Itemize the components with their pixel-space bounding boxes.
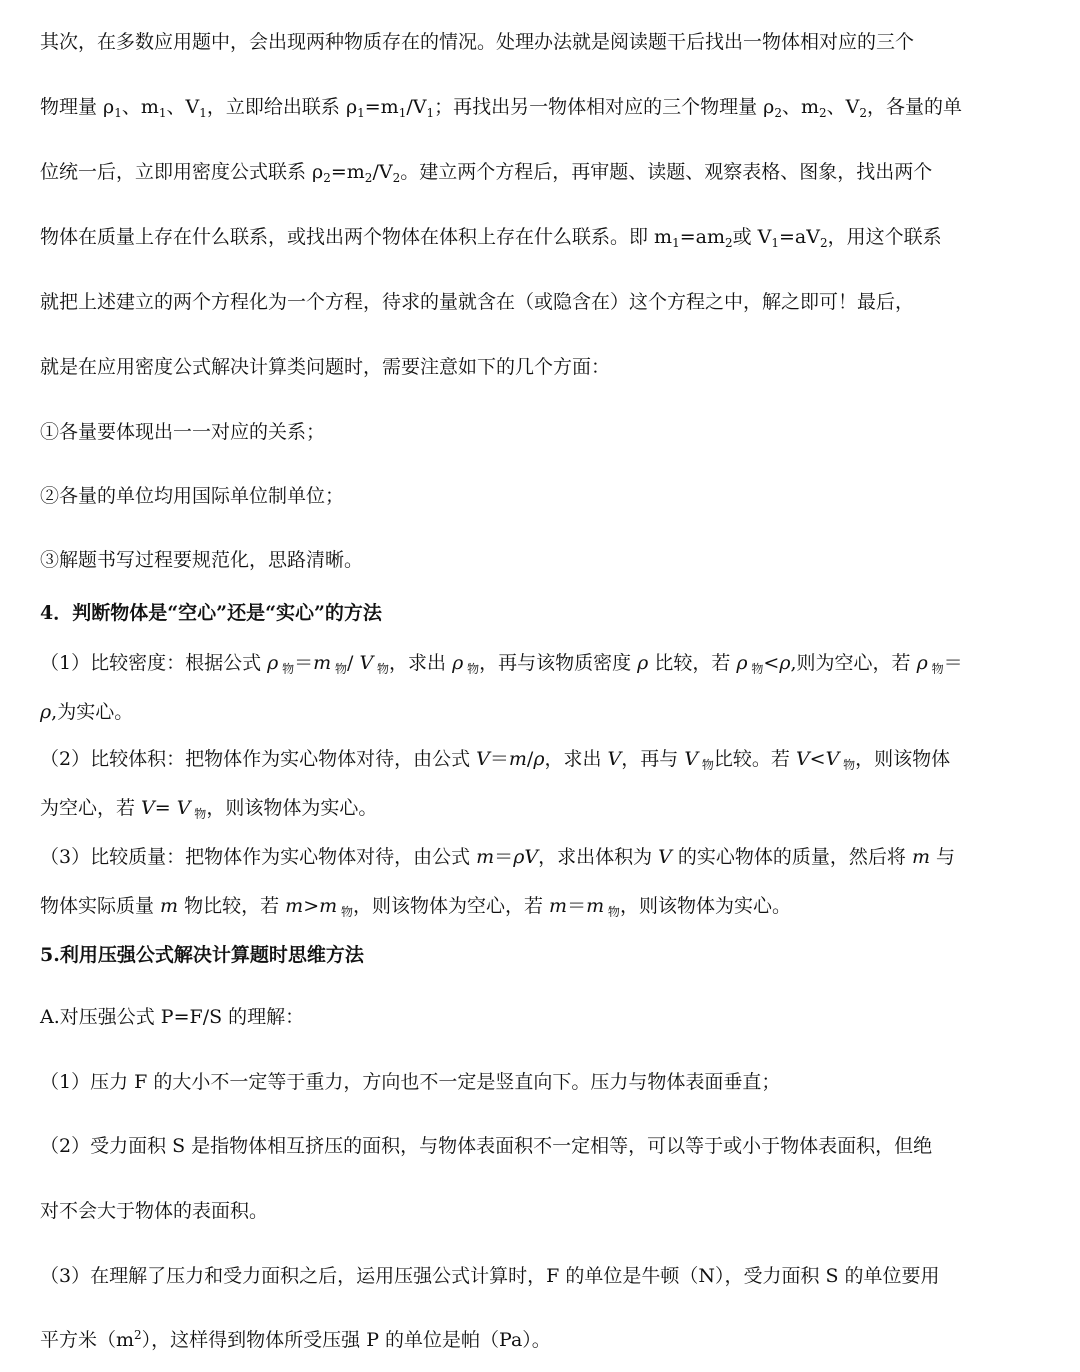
pressure-item-1: （1）压力 F 的大小不一定等于重力，方向也不一定是竖直向下。压力与物体表面垂直； <box>40 1071 781 1093</box>
para-line-1: 其次，在多数应用题中，会出现两种物质存在的情况。处理办法就是阅读题干后找出一物体相对应的三个 <box>40 31 915 53</box>
density-compare-line-1: （1）比较密度：根据公式 ρ $_物$＝m $_物$/ V $_物$，求出 ρ $_物$，再与该物质密度 ρ 比较，若 ρ $_物$<ρ,则为空心，若 ρ $_物$＝ <box>40 652 963 676</box>
volume-compare-line-2: 为空心，若 V= V $_物$，则该物体为实心。 <box>40 797 378 821</box>
volume-compare-line-1: （2）比较体积：把物体作为实心物体对待，由公式 V＝m/ρ，求出 V，再与 V $_物$比较。若 V<V $_物$，则该物体 <box>40 748 951 772</box>
note-item-3: ③解题书写过程要规范化，思路清晰。 <box>40 549 364 571</box>
section-5-heading: 5.利用压强公式解决计算题时思维方法 <box>40 944 364 966</box>
pressure-item-3-line-2: 平方米$(m^2)$，这样得到物体所受压强 P 的单位是帕（Pa）。 <box>40 1328 551 1351</box>
pressure-item-2-line-2: 对不会大于物体的表面积。 <box>40 1200 269 1222</box>
section-4-heading: 4．判断物体是“空心”还是“实心”的方法 <box>40 602 382 624</box>
para-line-2: 物理量 $\rho_1$、$m_1$、$V_1$，立即给出联系 $\rho_1=m_1/V_1$；再找出另一物体相对应的三个物理量 $\rho_2$、$m_2$、$V_2$，各量的单 <box>40 96 963 120</box>
note-item-1: ①各量要体现出一一对应的关系； <box>40 421 326 443</box>
pressure-formula-intro: A.对压强公式 P=F/S 的理解： <box>40 1006 305 1028</box>
density-compare-line-2: ρ,为实心。 <box>40 701 134 723</box>
pressure-item-2-line-1: （2）受力面积 S 是指物体相互挤压的面积，与物体表面积不一定相等，可以等于或小于物体表面积，但绝 <box>40 1135 933 1157</box>
note-item-2: ②各量的单位均用国际单位制单位； <box>40 485 345 507</box>
para-line-3: 位统一后，立即用密度公式联系 $\rho_2=m_2/V_2$。建立两个方程后，再审题、读题、观察表格、图象，找出两个 <box>40 161 933 185</box>
para-line-4: 物体在质量上存在什么联系，或找出两个物体在体积上存在什么联系。即 $m_1=am_2$或 $V_1=aV_2$，用这个联系 <box>40 226 942 250</box>
mass-compare-line-2: 物体实际质量 m 物比较，若 m>m $_物$，则该物体为空心，若 m＝m $_物$，则该物体为实心。 <box>40 895 791 919</box>
pressure-item-3-line-1: （3）在理解了压力和受力面积之后，运用压强公式计算时，F 的单位是牛顿（N），受力面积 S 的单位要用 <box>40 1265 940 1287</box>
para-line-5: 就把上述建立的两个方程化为一个方程，待求的量就含在（或隐含在）这个方程之中，解之即可！最后， <box>40 291 915 313</box>
para-line-6: 就是在应用密度公式解决计算类问题时，需要注意如下的几个方面： <box>40 356 611 378</box>
mass-compare-line-1: （3）比较质量：把物体作为实心物体对待，由公式 m＝ρV，求出体积为 V 的实心物体的质量，然后将 m 与 <box>40 846 956 868</box>
